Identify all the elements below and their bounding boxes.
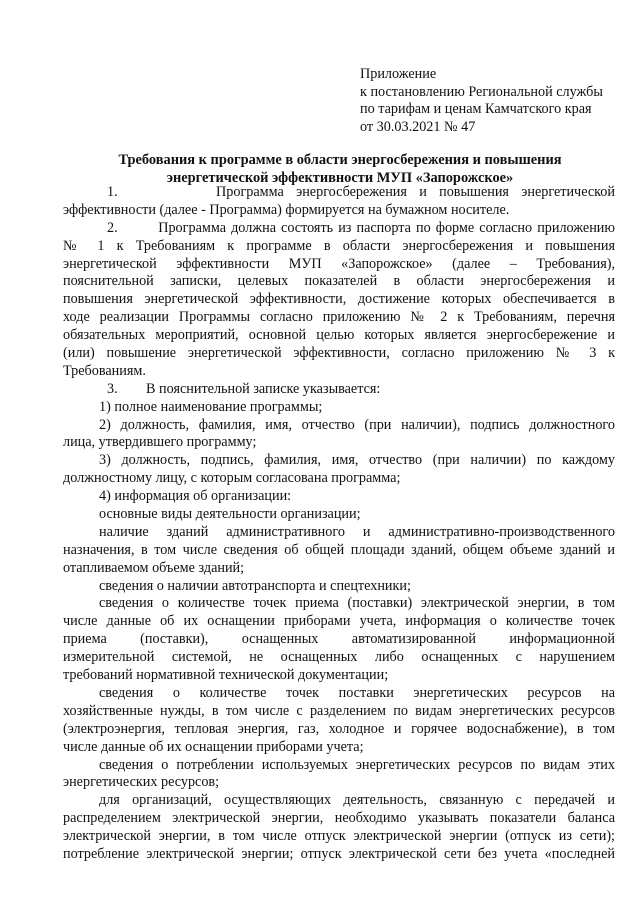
list-item-line: хозяйственные нужды, в том числе с разделением по видам энергетических ресурсов (63, 702, 615, 719)
list-item-line: (электроэнергия, тепловая энергия, газ, холодное и горячее водоснабжение), в том (63, 720, 615, 737)
document-title (60, 152, 620, 187)
paragraph-2-line: энергетической эффективности МУП «Запорожское» (далее – Требования), (63, 255, 615, 272)
header-line: Приложение (360, 66, 437, 82)
header-line: к постановлению Региональной службы (360, 83, 603, 100)
list-item-line: энергетических ресурсов; (63, 774, 220, 791)
paragraph-2-line: № 1 к Требованиям к программе в области энергосбережения и повышения (63, 237, 615, 254)
list-item-line: 4) информация об организации: (99, 488, 292, 505)
paragraph-2-line: (или) повышение энергетической эффективности, согласно приложению № 3 к (63, 345, 615, 362)
list-item-line: распределением электрической энергии, необходимо указывать показатели баланса (63, 810, 615, 827)
list-item-line: сведения о потреблении используемых энергетических ресурсов по видам этих (99, 756, 615, 773)
paragraph-1-line: 1. Программа энергосбережения и повышения энергетической (107, 184, 615, 200)
list-item-line: основные виды деятельности организации; (99, 506, 361, 523)
list-item-line: требований нормативной технической документации; (63, 667, 389, 684)
list-item-line: наличие зданий административного и административно-производственного (99, 523, 615, 540)
list-item-line: измерительной системой, не оснащенных либо оснащенных с нарушением (63, 649, 615, 666)
list-item-line: потребление электрической энергии; отпуск электрической сети без учета «последней (63, 845, 615, 862)
list-item-line: приема (поставки), оснащенных автоматизированной информационной (63, 631, 615, 648)
paragraph-2-line: обязательных мероприятий, основной целью которых является энергосбережение и (63, 327, 615, 344)
appendix-header (360, 66, 630, 136)
list-item-line: сведения о количестве точек поставки энергетических ресурсов на (99, 684, 615, 701)
list-item-line: назначения, в том числе сведения об общей площади зданий, общем объеме зданий и (63, 541, 615, 558)
paragraph-2-line: ходе реализации Программы согласно приложению № 2 к Требованиям, перечня (63, 309, 615, 326)
header-line: от 30.03.2021 № 47 (360, 118, 476, 135)
paragraph-3-line: 3. В пояснительной записке указывается: (107, 380, 381, 397)
paragraph-2-line: Требованиям. (63, 362, 146, 379)
list-item-line: 2) должность, фамилия, имя, отчество (при наличии), подпись должностного (99, 416, 615, 433)
list-item-line: должностному лицу, с которым согласована программа; (63, 470, 401, 487)
header-line: по тарифам и ценам Камчатского края (360, 101, 592, 117)
title-line: энергетической эффективности МУП «Запорожское» (166, 169, 514, 186)
list-item-line: сведения о наличии автотранспорта и спецтехники; (99, 577, 411, 594)
paragraph-1-line: эффективности (далее - Программа) формируется на бумажном носителе. (63, 201, 510, 218)
document-body (63, 184, 615, 864)
list-item-line: для организаций, осуществляющих деятельность, связанную с передачей и (99, 792, 615, 809)
paragraph-2-line: повышения энергетической эффективности, достижение которых обеспечивается в (63, 291, 615, 308)
list-item-line: 3) должность, подпись, фамилия, имя, отчество (при наличии) по каждому (99, 452, 615, 469)
list-item-line: числе данные об их оснащении приборами учета, информация о количестве точек (63, 613, 615, 630)
list-item-line: отапливаемом объеме зданий; (63, 559, 245, 576)
list-item-line: лица, утвердившего программу; (63, 434, 257, 451)
title-line: Требования к программе в области энергосбережения и повышения (118, 152, 562, 168)
list-item-line: электрической энергии, в том числе отпуск электрической энергии (отпуск из сети); (63, 828, 615, 845)
list-item-line: сведения о количестве точек приема (поставки) электрической энергии, в том (99, 595, 615, 612)
list-item-line: 1) полное наименование программы; (99, 398, 323, 415)
list-item-line: числе данные об их оснащении приборами учета; (63, 738, 364, 755)
paragraph-2-line: 2. Программа должна состоять из паспорта по форме согласно приложению (107, 219, 615, 236)
paragraph-2-line: пояснительной записки, целевых показателей в области энергосбережения и (63, 273, 615, 290)
